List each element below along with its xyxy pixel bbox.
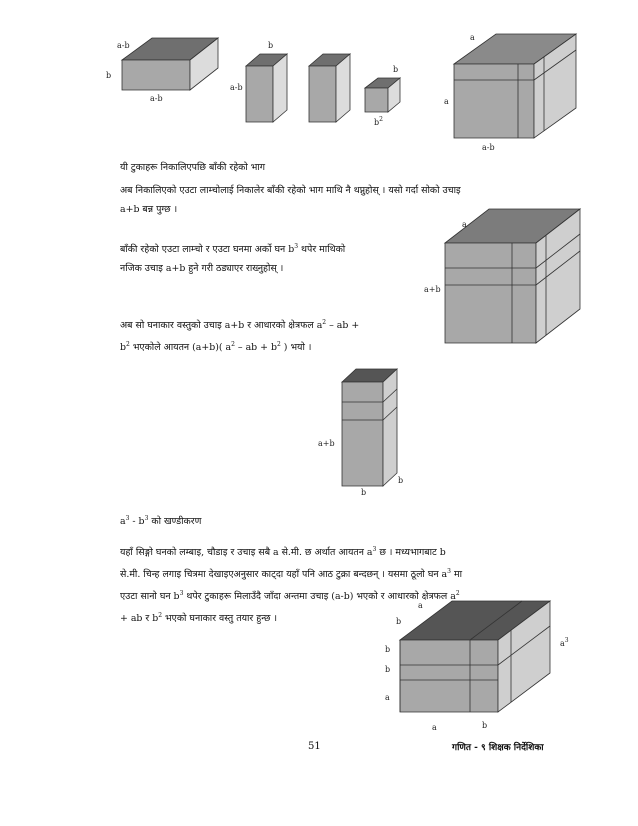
label-slab-left: b	[106, 71, 112, 80]
label-fig4-a3: $a^3$	[560, 637, 569, 648]
label-large-left: a	[444, 97, 449, 106]
label-large-bottom: a-b	[482, 143, 495, 152]
label-prism1-left: a-b	[230, 83, 243, 92]
paragraph-4-line-3: एउटा सानो घन $b^3$ थपेर टुकाहरू मिलाउँदै जाँदा अन्तमा उचाइ (a-b) भएको र आधारको क्षेत्रफल $a^2$	[120, 590, 460, 603]
section-heading: $a^3 - b^3$ को खण्डीकरण	[120, 514, 202, 527]
paragraph-2-line-2: नजिक उचाइ a+b हुने गरी ठड्याएर राख्नुहोस् ।	[120, 263, 284, 275]
label-small-cube: b	[393, 65, 399, 74]
label-fig4-a-left: a	[385, 693, 390, 702]
paragraph-1-line-1: अब निकालिएको एउटा लाम्चोलाई निकालेर बाँकी रहेको भाग माथि नै थप्नुहोस् । यसो गर्दा सोको उचाइ	[120, 185, 461, 196]
label-prism1-top: b	[268, 41, 274, 50]
label-fig4-b-left-1: b	[385, 645, 391, 654]
label-fig3-apb: a+b	[318, 439, 335, 448]
label-fig4-a-top: a	[418, 601, 423, 610]
label-slab-top: a-b	[117, 41, 130, 50]
label-large-top: a	[470, 33, 475, 42]
paragraph-2-line-1: बाँकी रहेको एउटा लाम्चो र एउटा घनमा अर्को घन $b^3$ थपेर माथिको	[120, 243, 346, 256]
label-b-squared: $b^2$	[374, 116, 383, 127]
a3-cube	[400, 601, 550, 712]
paragraph-1-line-2: a+b बन्न पुग्छ ।	[120, 204, 178, 215]
paragraph-4-line-2: से.मी. चिन्ह लगाइ चित्रमा देखाइएअनुसार काट्दा यहाँ पनि आठ टुक्रा बन्दछन् । यसमा ठूलो घन $a^3$ मा	[120, 568, 462, 581]
page-number: 51	[308, 741, 321, 752]
label-fig4-b-top: b	[396, 617, 402, 626]
page-footer: गणित - ९ शिक्षक निर्देशिका	[452, 743, 544, 753]
label-fig4-b-bottom: b	[482, 721, 488, 730]
label-fig2-a: a	[462, 220, 467, 229]
caption-pieces-removed: यी टुकाहरू निकालिएपछि बाँकी रहेको भाग	[120, 162, 266, 173]
paragraph-3-line-1: अब सो घनाकार वस्तुको उचाइ a+b र आधारको क्षेत्रफल $a^2$ – ab +	[120, 319, 360, 332]
label-fig4-b-left-2: b	[385, 665, 391, 674]
label-slab-bottom: a-b	[150, 94, 163, 103]
paragraph-3-line-2: $b^2$ भएकोले आयतन (a+b)( $a^2$ – ab + $b^2$ ) भयो ।	[120, 341, 312, 354]
label-fig2-apb: a+b	[424, 285, 441, 294]
paragraph-4-line-4: + ab र $b^2$ भएको घनाकार वस्तु तयार हुन्छ ।	[120, 612, 278, 625]
label-fig3-b-bottom: b	[361, 488, 367, 497]
paragraph-4-line-1: यहाँ सिङ्गो घनको लम्बाइ, चौडाइ र उचाइ सबै a से.मी. छ अर्थात आयतन $a^3$ छ । मध्यभागबाट b	[120, 546, 446, 559]
label-fig4-a-bottom: a	[432, 723, 437, 732]
label-fig3-b-right: b	[398, 476, 404, 485]
